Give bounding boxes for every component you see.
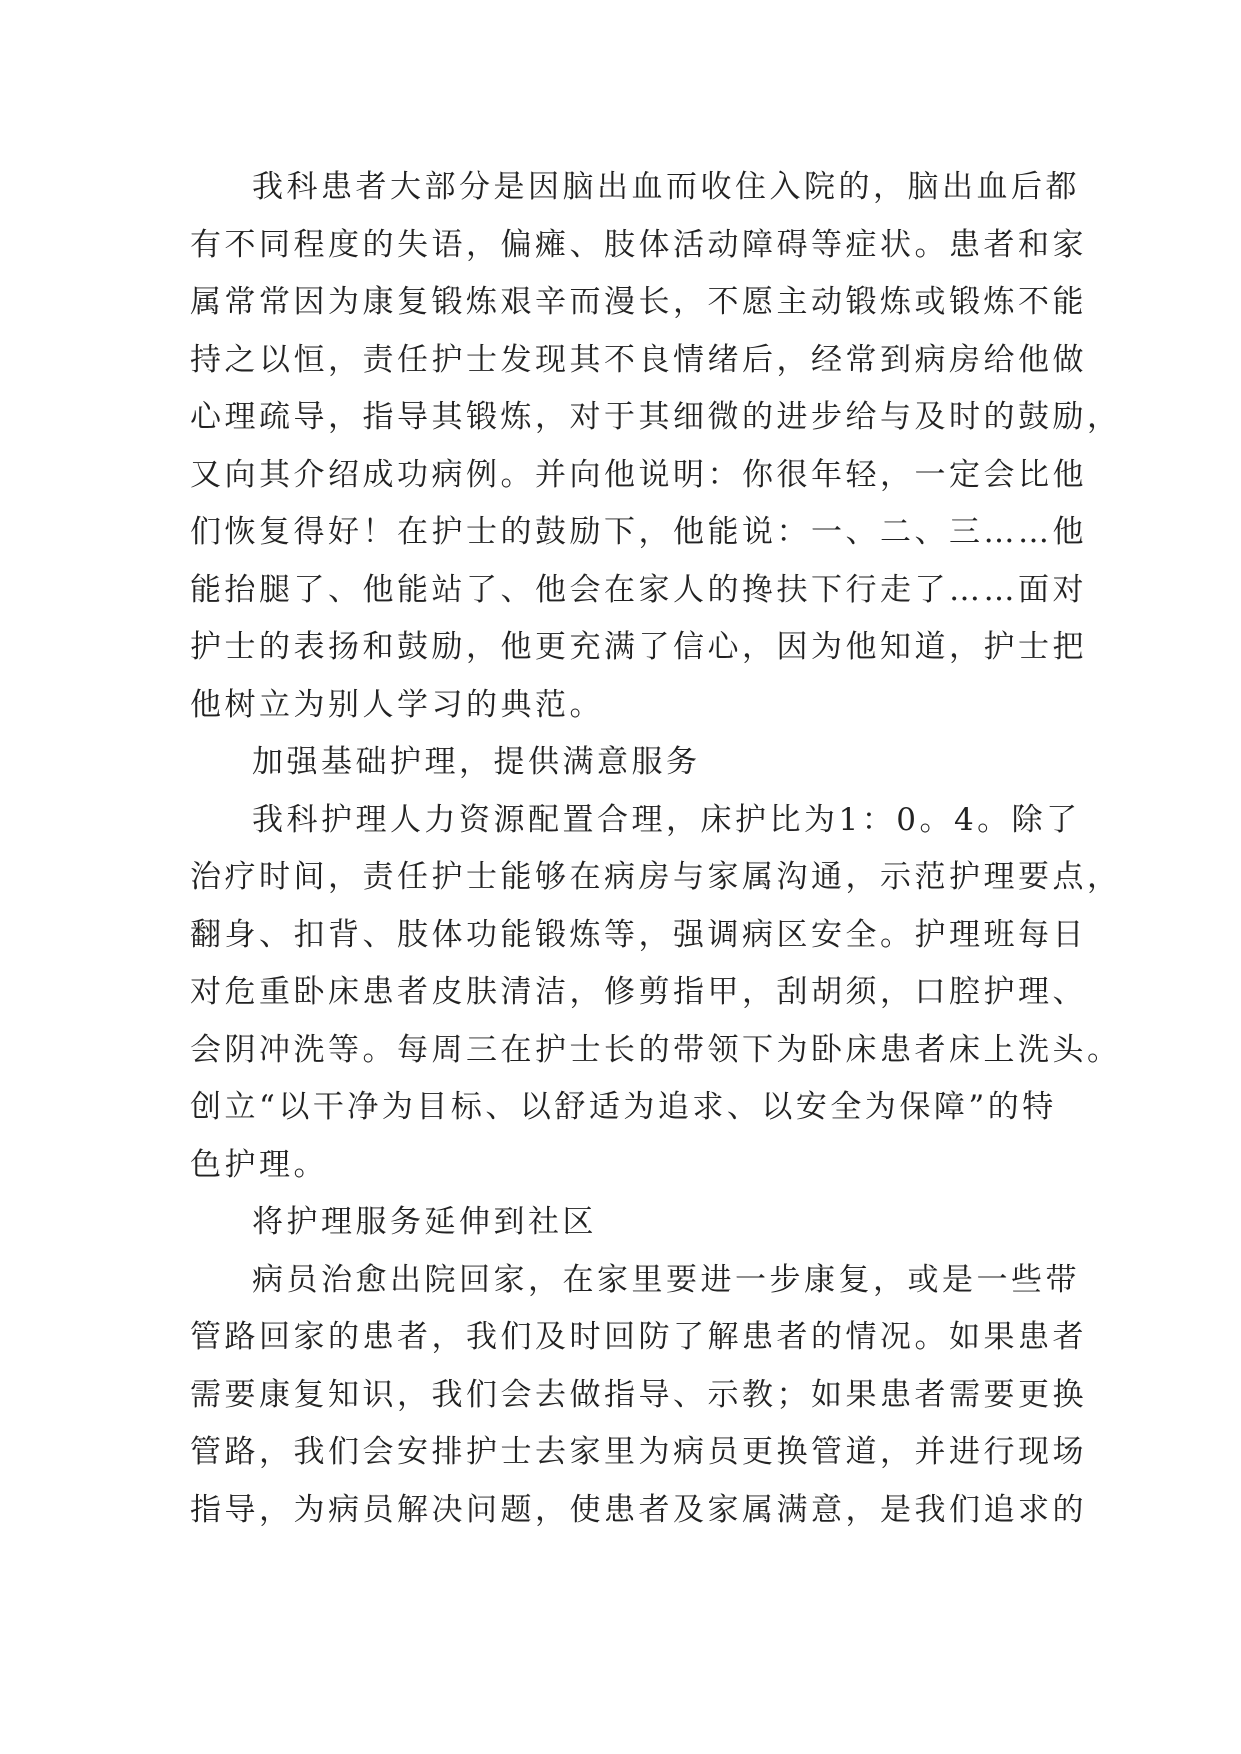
text-line: 翻身、扣背、肢体功能锻炼等，强调病区安全。护理班每日 <box>190 916 1087 953</box>
text-line: 又向其介绍成功病例。并向他说明：你很年轻，一定会比他 <box>190 456 1087 493</box>
paragraph-basic-care <box>190 792 1122 1195</box>
heading-line: 加强基础护理，提供满意服务 <box>252 744 701 780</box>
text-line: 需要康复知识，我们会去做指导、示教；如果患者需要更换 <box>190 1376 1087 1413</box>
section-heading-community-care <box>190 1194 1050 1252</box>
text-line: 管路回家的患者，我们及时回防了解患者的情况。如果患者 <box>190 1319 1087 1355</box>
text-line: 能抬腿了、他能站了、他会在家人的搀扶下行走了……面对 <box>190 571 1087 608</box>
text-line: 创立“以干净为目标、以舒适为追求、以安全为保障”的特 <box>190 1089 1057 1125</box>
text-line: 们恢复得好！在护士的鼓励下，他能说：一、二、三……他 <box>190 514 1087 550</box>
text-line: 护士的表扬和鼓励，他更充满了信心，因为他知道，护士把 <box>190 629 1087 665</box>
document-body <box>190 159 1122 1539</box>
text-line: 有不同程度的失语，偏瘫、肢体活动障碍等症状。患者和家 <box>190 226 1087 263</box>
text-line: 会阴冲洗等。每周三在护士长的带领下为卧床患者床上洗头。 <box>190 1031 1122 1068</box>
paragraph-rehab-encouragement <box>190 159 1122 734</box>
text-line: 心理疏导，指导其锻炼，对于其细微的进步给与及时的鼓励， <box>190 399 1122 435</box>
heading-line: 将护理服务延伸到社区 <box>252 1204 597 1240</box>
text-line: 色护理。 <box>190 1146 328 1183</box>
text-line: 我科护理人力资源配置合理，床护比为1：0。4。除了 <box>252 801 1081 838</box>
text-line: 持之以恒，责任护士发现其不良情绪后，经常到病房给他做 <box>190 341 1087 378</box>
text-line: 管路，我们会安排护士去家里为病员更换管道，并进行现场 <box>190 1434 1087 1470</box>
text-line: 他树立为别人学习的典范。 <box>190 686 604 723</box>
text-line: 属常常因为康复锻炼艰辛而漫长，不愿主动锻炼或锻炼不能 <box>190 284 1087 320</box>
text-line: 对危重卧床患者皮肤清洁，修剪指甲，刮胡须，口腔护理、 <box>190 974 1087 1010</box>
text-line: 我科患者大部分是因脑出血而收住入院的，脑出血后都 <box>252 169 1080 205</box>
text-line: 治疗时间，责任护士能够在病房与家属沟通，示范护理要点， <box>190 859 1122 895</box>
section-heading-basic-care <box>190 734 1050 792</box>
text-line: 指导，为病员解决问题，使患者及家属满意，是我们追求的 <box>190 1491 1087 1528</box>
text-line: 病员治愈出院回家，在家里要进一步康复，或是一些带 <box>252 1261 1080 1298</box>
paragraph-community-care <box>190 1252 1087 1540</box>
